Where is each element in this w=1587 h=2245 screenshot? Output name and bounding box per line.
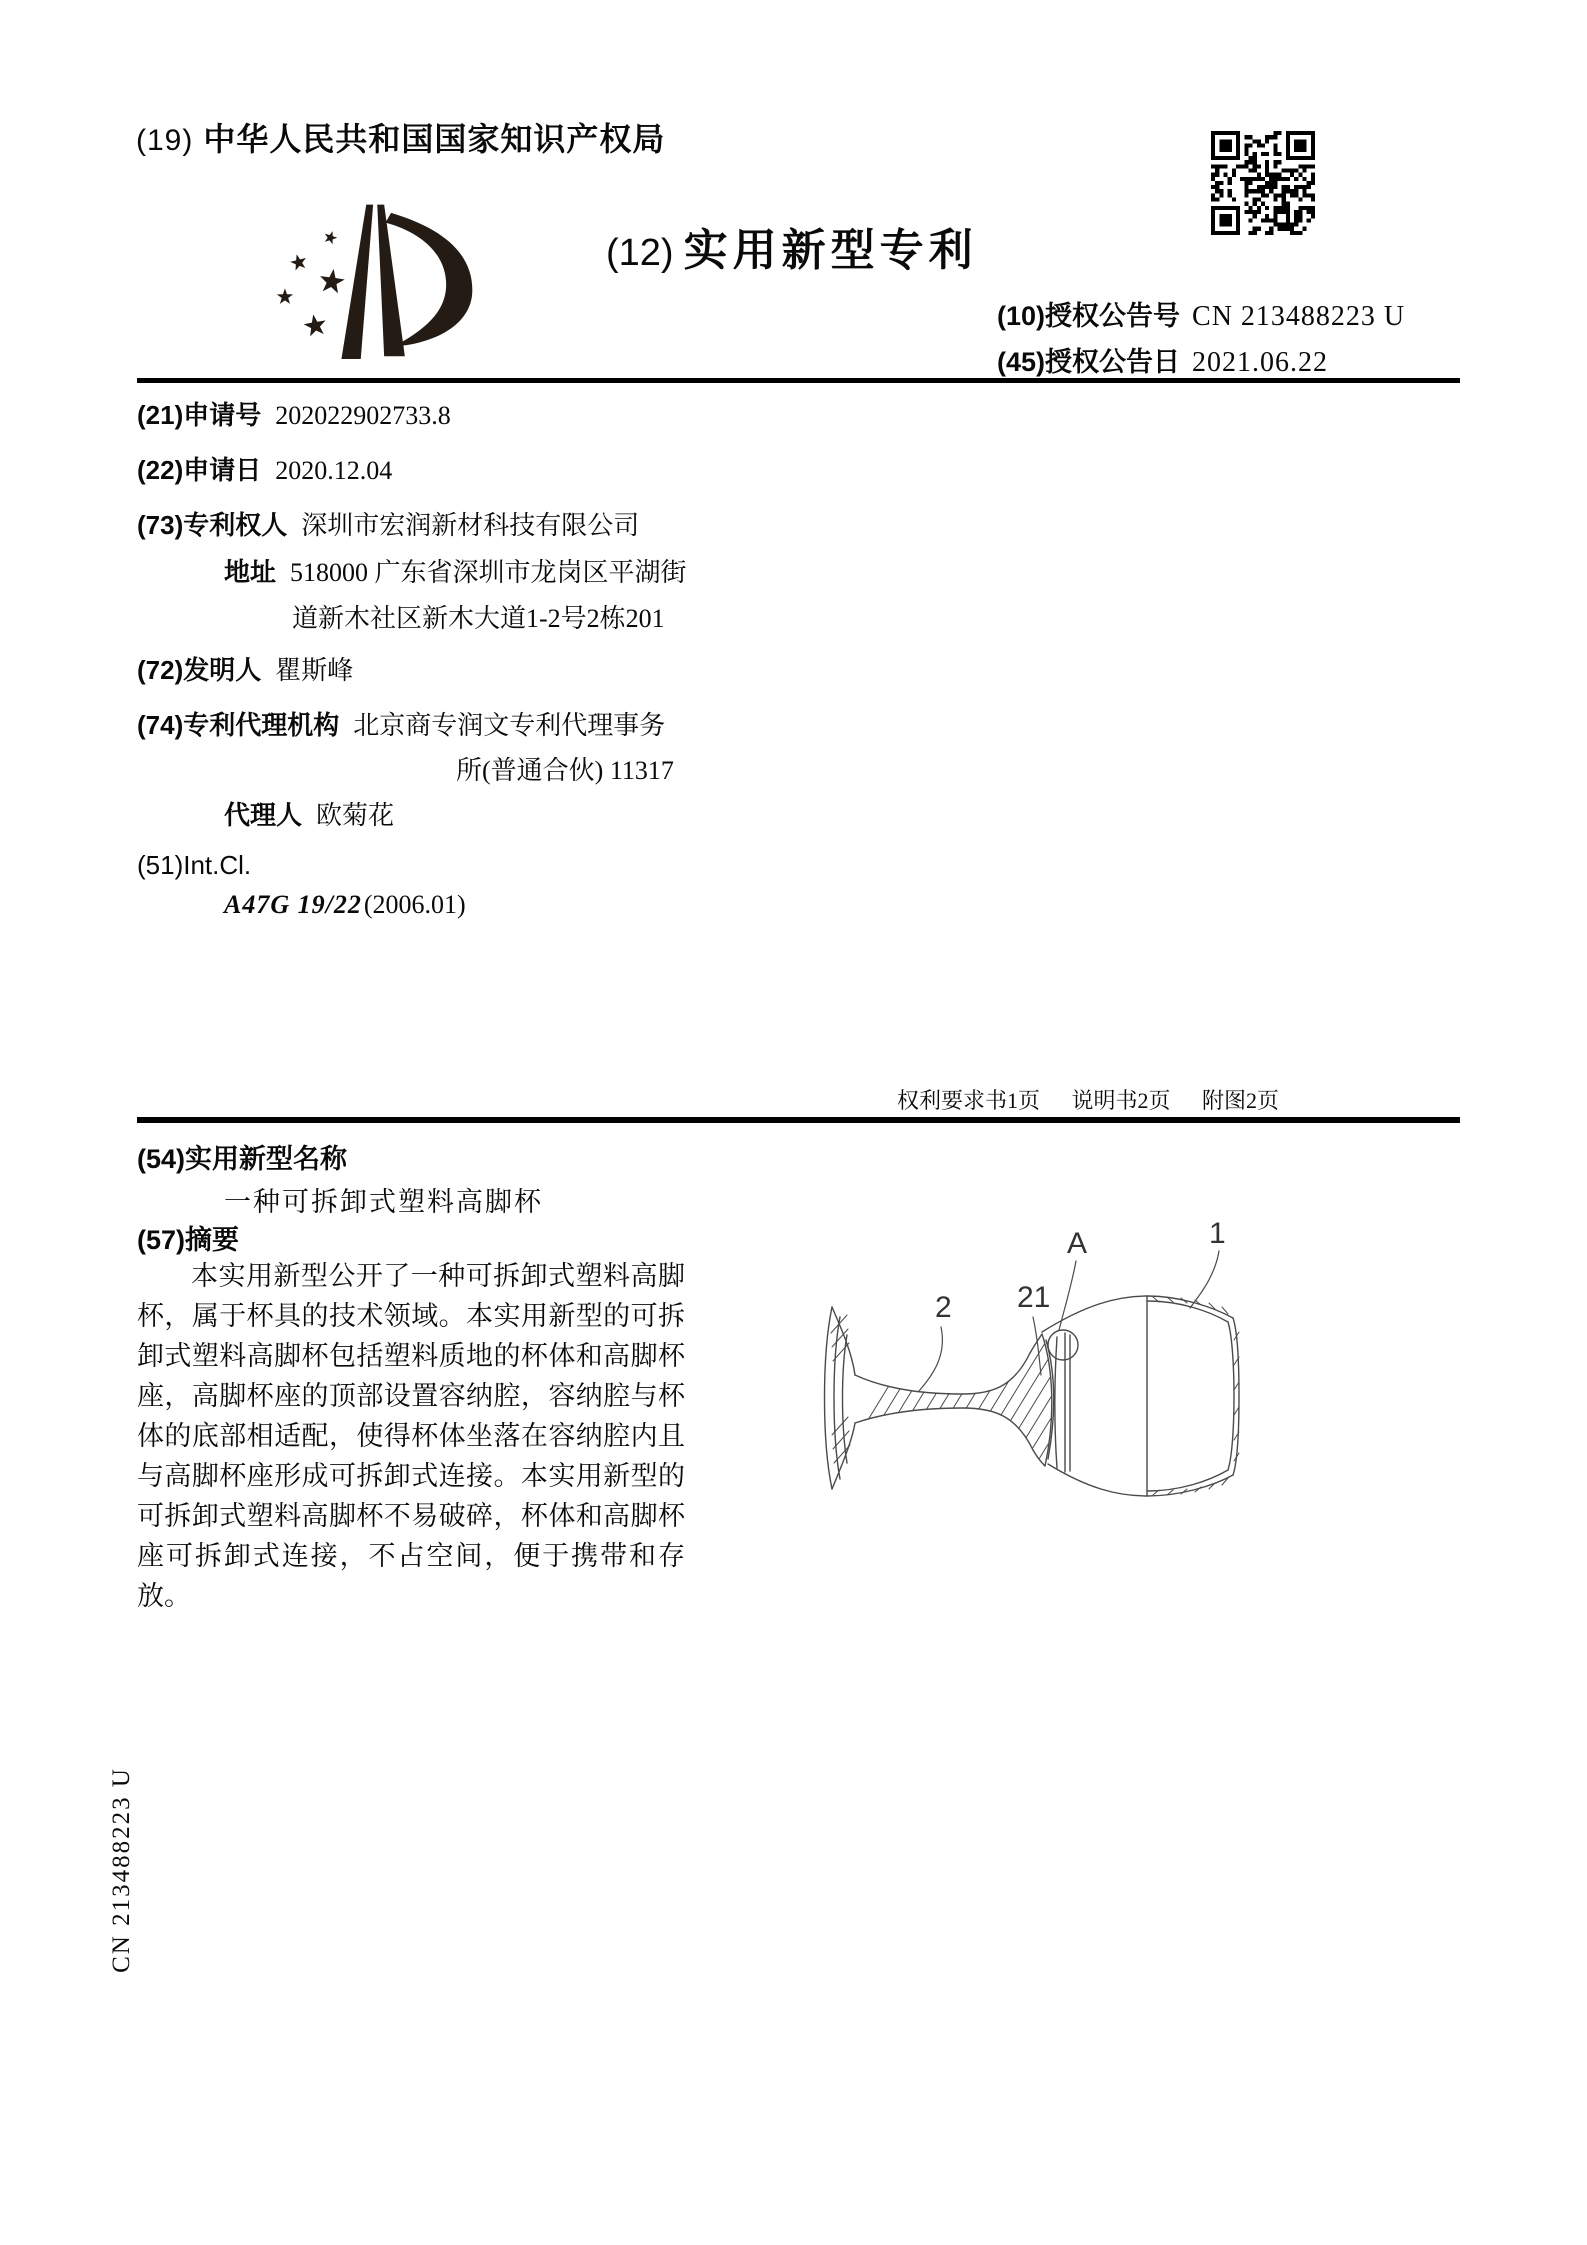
- abstract-section-label: (57)摘要: [137, 1225, 240, 1255]
- field-label: (51)Int.Cl.: [137, 850, 252, 880]
- field-code-19: (19): [136, 124, 194, 157]
- field-application-number: [137, 395, 451, 432]
- field-value: 北京商专润文专利代理事务: [353, 711, 666, 740]
- document-kind: [606, 214, 978, 278]
- document-kind-name: 实用新型专利: [683, 226, 978, 275]
- figure-label-stem: 2: [935, 1291, 952, 1324]
- figure-label-cup: 1: [1209, 1217, 1226, 1250]
- field-code-12: (12): [606, 232, 674, 274]
- side-doc-number: CN 213488223 U: [108, 1767, 135, 1973]
- field-value: 2020.12.04: [275, 456, 393, 485]
- field-label: (21)申请号: [137, 400, 262, 430]
- field-value: 欧菊花: [316, 801, 395, 830]
- field-label: (74)专利代理机构: [137, 710, 340, 740]
- pub-number-label: (10)授权公告号: [997, 301, 1181, 331]
- divider-middle: [137, 1117, 1460, 1123]
- field-agent: [224, 795, 394, 832]
- divider-top: [137, 378, 1460, 383]
- publication-date-row: [997, 340, 1328, 379]
- field-inventor: [137, 650, 353, 687]
- figure-label-cavity: 21: [1017, 1281, 1051, 1314]
- drawings-pages: 附图2页: [1202, 1088, 1280, 1113]
- classification-code: A47G 19/22: [224, 890, 362, 919]
- pub-date-value: 2021.06.22: [1192, 347, 1329, 378]
- field-address: [224, 552, 687, 589]
- pages-summary: [897, 1084, 1279, 1115]
- field-agency: [137, 705, 665, 742]
- invention-title: 一种可拆卸式塑料高脚杯: [224, 1187, 543, 1217]
- field-value: 道新木社区新木大道1-2号2栋201: [292, 604, 665, 633]
- field-label: 代理人: [224, 800, 303, 830]
- field-int-cl: [137, 850, 251, 881]
- field-address-cont: [292, 598, 665, 635]
- field-patentee: [137, 505, 639, 542]
- field-value: 瞿斯峰: [275, 656, 354, 685]
- detail-circle-A: [1048, 1330, 1078, 1360]
- field-agency-cont: [456, 750, 674, 787]
- field-application-date: [137, 450, 392, 487]
- field-int-cl-class: [224, 890, 466, 920]
- patent-figure: [795, 1185, 1485, 1585]
- field-value: 202022902733.8: [275, 401, 451, 430]
- pub-number-value: CN 213488223 U: [1192, 301, 1406, 332]
- classification-edition: (2006.01): [363, 890, 466, 919]
- claims-pages: 权利要求书1页: [897, 1088, 1041, 1113]
- abstract-text: 本实用新型公开了一种可拆卸式塑料高脚杯，属于杯具的技术领域。本实用新型的可拆卸式塑料高脚杯包括塑料质地的杯体和高脚杯座，高脚杯座的顶部设置容纳腔，容纳腔与杯体的底部相适配，使得杯体坐落在容纳腔内且与高脚杯座形成可拆卸式连接。本实用新型的可拆卸式塑料高脚杯不易破碎，杯体和高脚杯座可拆卸式连接，不占空间，便于携带和存放。: [137, 1261, 685, 1611]
- publication-number-row: [997, 294, 1405, 333]
- qr-code: [1211, 131, 1315, 235]
- field-label: (73)专利权人: [137, 510, 288, 540]
- field-label: (22)申请日: [137, 455, 262, 485]
- field-value: 所(普通合伙) 11317: [456, 756, 674, 785]
- field-value: 518000 广东省深圳市龙岗区平湖街: [290, 558, 687, 587]
- pub-date-label: (45)授权公告日: [997, 347, 1181, 377]
- title-section-label: (54)实用新型名称: [137, 1144, 348, 1174]
- office-name: 中华人民共和国国家知识产权局: [203, 121, 666, 157]
- figure-label-detail: A: [1067, 1227, 1088, 1260]
- field-label: 地址: [224, 557, 277, 587]
- cnipa-logo-icon: [226, 184, 512, 370]
- field-label: (72)发明人: [137, 655, 262, 685]
- description-pages: 说明书2页: [1071, 1088, 1171, 1113]
- issuing-office: [136, 114, 665, 160]
- field-value: 深圳市宏润新材科技有限公司: [301, 511, 640, 540]
